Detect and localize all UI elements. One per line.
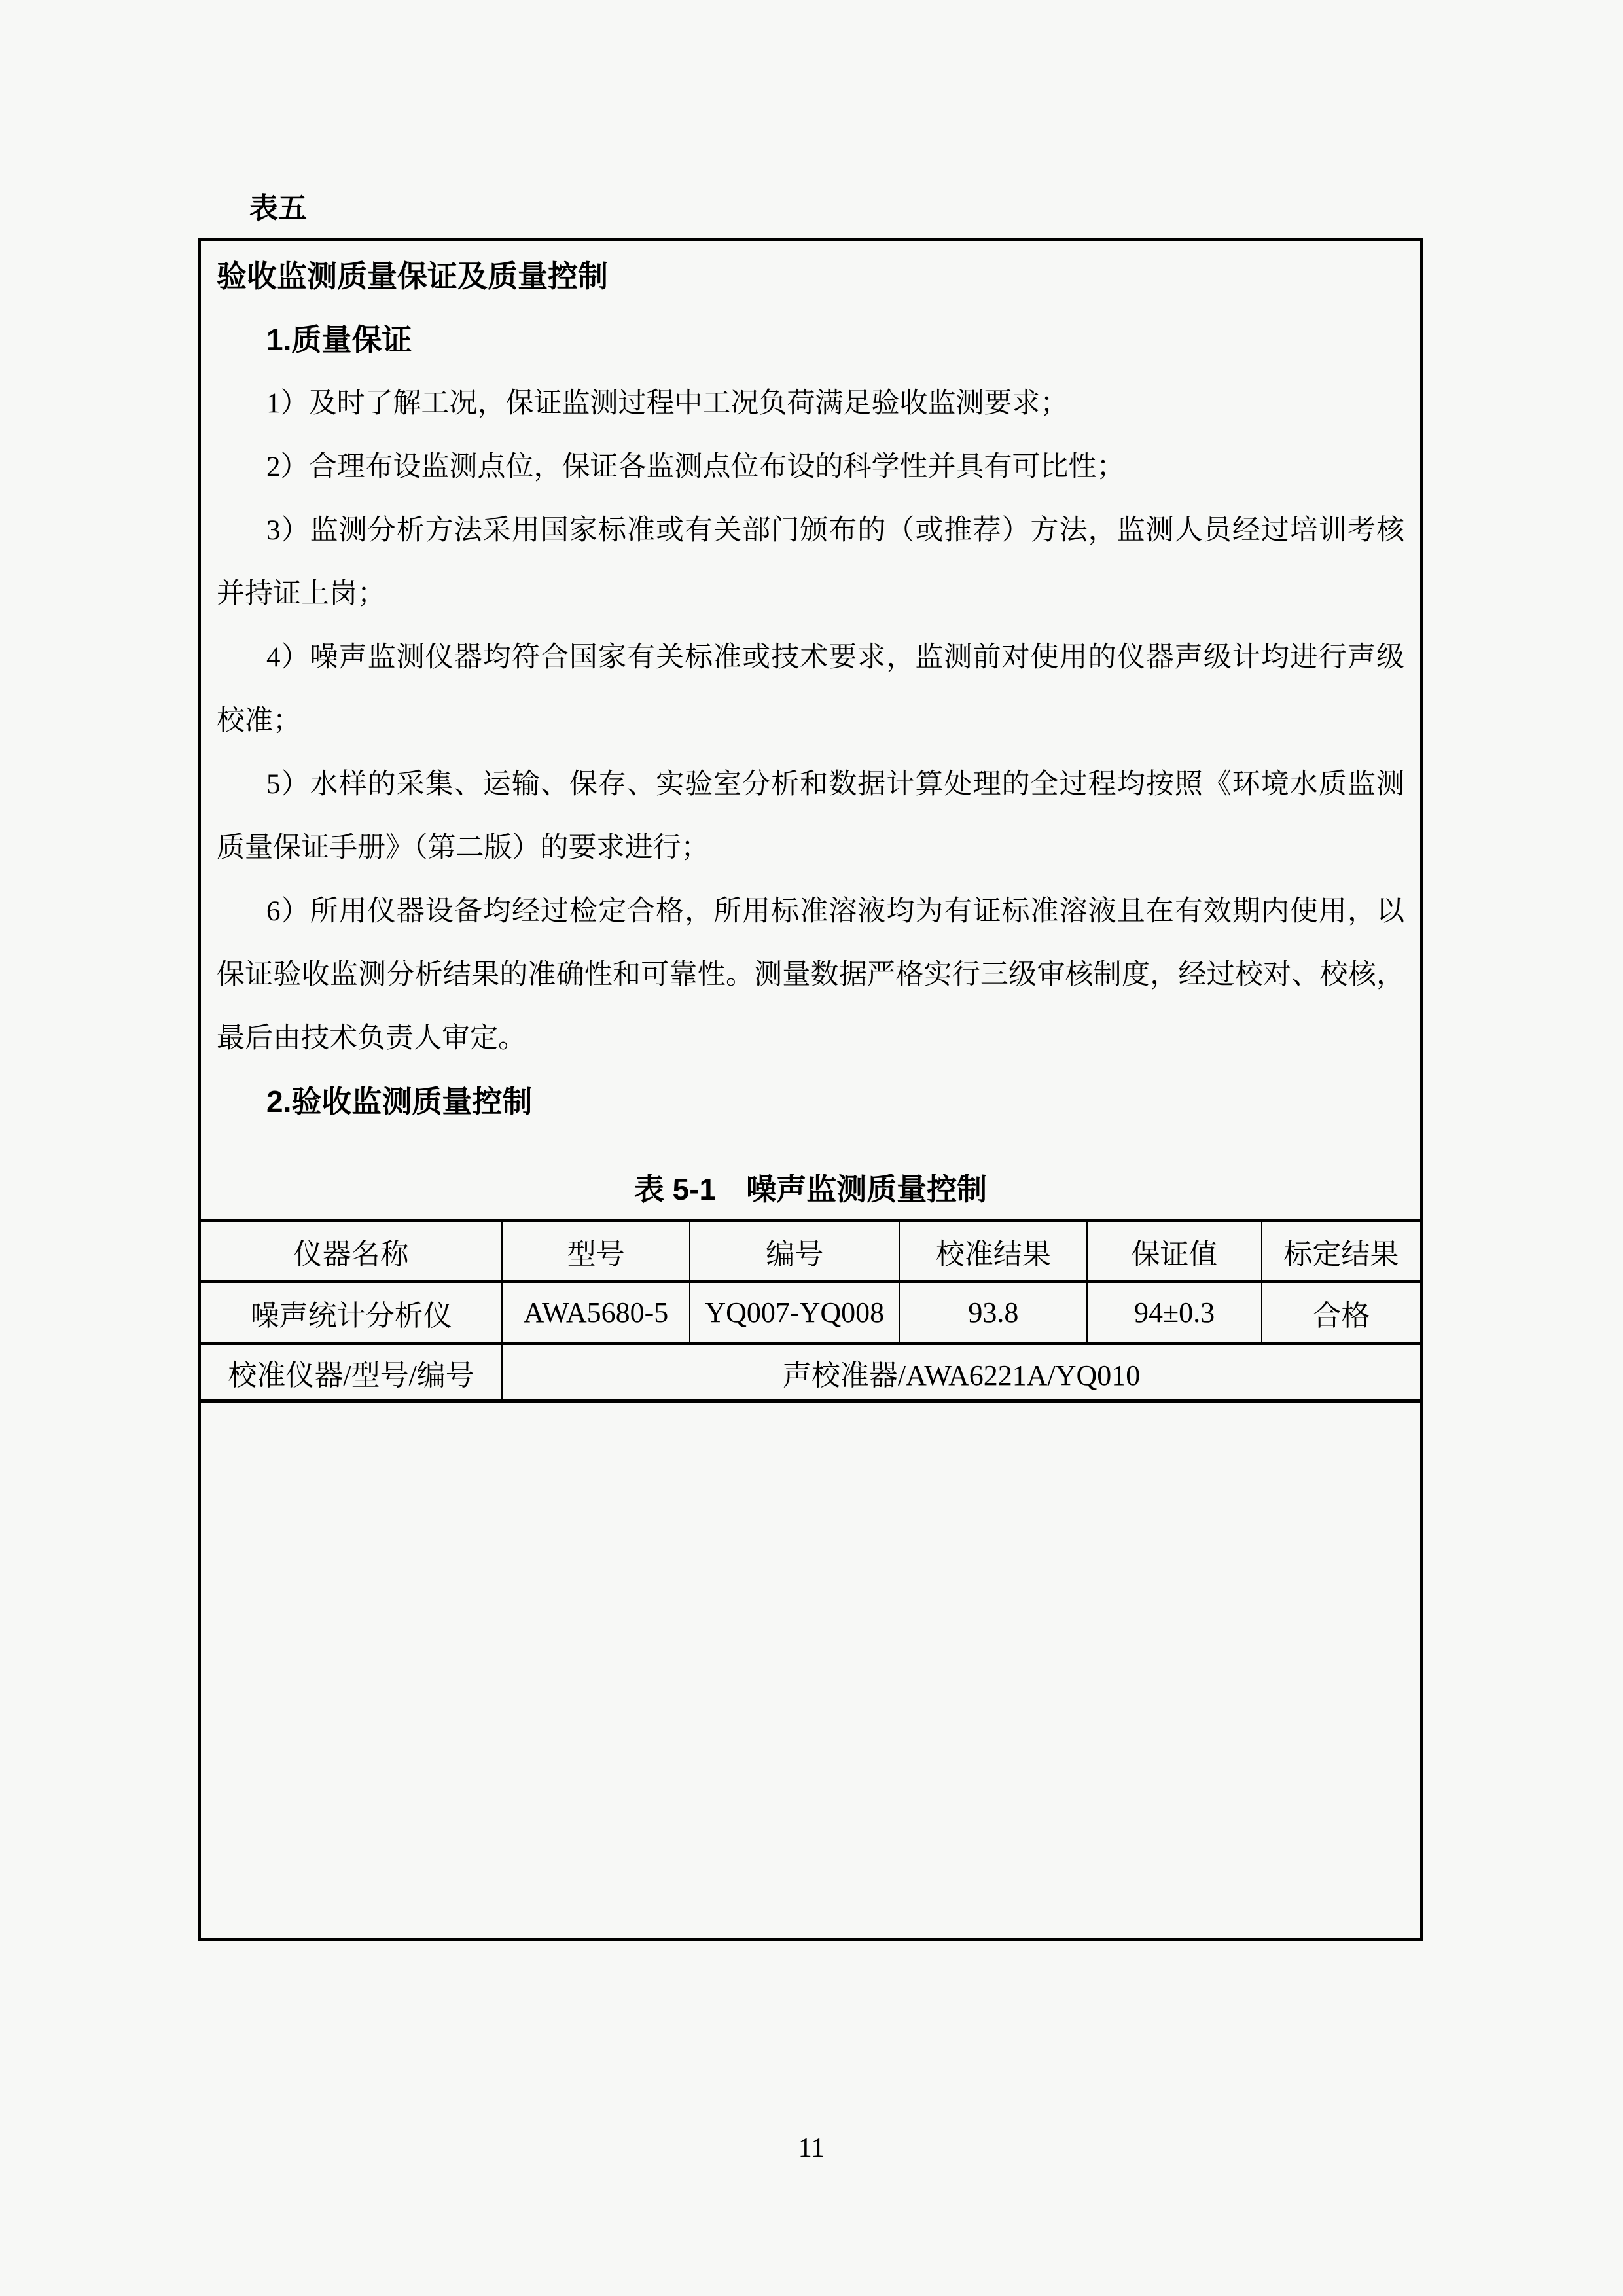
content-area (201, 241, 1420, 1219)
qa-item-4-line-1: 4）噪声监测仪器均符合国家有关标准或技术要求，监测前对使用的仪器声级计均进行声级 (266, 642, 1404, 673)
header-model: 型号 (502, 1221, 690, 1282)
cell-model: AWA5680-5 (502, 1282, 690, 1344)
qa-item-6-line-2: 保证验收监测分析结果的准确性和可靠性。测量数据严格实行三级审核制度，经过校对、校核， (217, 960, 1404, 990)
page-number: 11 (798, 2133, 825, 2163)
noise-qc-table (201, 1219, 1420, 1403)
qa-item-2: 2）合理布设监测点位，保证各监测点位布设的科学性并具有可比性； (266, 452, 1125, 482)
cell-instrument-name: 噪声统计分析仪 (201, 1282, 502, 1344)
cell-serial: YQ007-YQ008 (690, 1282, 899, 1344)
cell-calibrator-label: 校准仪器/型号/编号 (228, 1359, 474, 1391)
header-verification-result: 标定结果 (1262, 1221, 1420, 1282)
header-serial: 编号 (690, 1221, 899, 1282)
box-title: 验收监测质量保证及质量控制 (217, 259, 608, 293)
qa-item-1: 1）及时了解工况，保证监测过程中工况负荷满足验收监测要求； (266, 388, 1069, 419)
table-caption-number: 表 5-1 (633, 1172, 717, 1206)
qa-item-4-line-2: 校准； (217, 706, 301, 736)
table-caption (217, 1160, 1404, 1219)
qa-item-5-line-1: 5）水样的采集、运输、保存、实验室分析和数据计算处理的全过程均按照《环境水质监测 (266, 769, 1404, 800)
header-calibration-result: 校准结果 (899, 1221, 1087, 1282)
qa-item-6-line-3: 最后由技术负责人审定。 (217, 1023, 526, 1054)
table-caption-title: 噪声监测质量控制 (746, 1172, 988, 1206)
table-header-row (201, 1221, 1420, 1282)
qa-item-6-line-1: 6）所用仪器设备均经过检定合格，所用标准溶液均为有证标准溶液且在有效期内使用，以 (266, 896, 1404, 927)
section1-heading: 1.质量保证 (266, 323, 412, 357)
cell-calibrator-value: 声校准器/AWA6221A/YQ010 (502, 1344, 1420, 1402)
table-data-row (201, 1282, 1420, 1344)
qa-item-5-line-2: 质量保证手册》（第二版）的要求进行； (217, 833, 709, 863)
content-box (198, 238, 1423, 1941)
section2-heading: 2.验收监测质量控制 (266, 1085, 533, 1119)
cell-calibration-result: 93.8 (899, 1282, 1087, 1344)
page-form-label: 表五 (249, 192, 307, 224)
header-guaranteed-value: 保证值 (1087, 1221, 1261, 1282)
header-instrument-name: 仪器名称 (201, 1221, 502, 1282)
qa-item-3-line-1: 3）监测分析方法采用国家标准或有关部门颁布的（或推荐）方法，监测人员经过培训考核 (266, 515, 1404, 546)
table-footer-row (201, 1344, 1420, 1402)
qa-item-3-line-2: 并持证上岗； (217, 579, 385, 609)
cell-verification-result: 合格 (1262, 1282, 1420, 1344)
cell-guaranteed-value: 94±0.3 (1087, 1282, 1261, 1344)
